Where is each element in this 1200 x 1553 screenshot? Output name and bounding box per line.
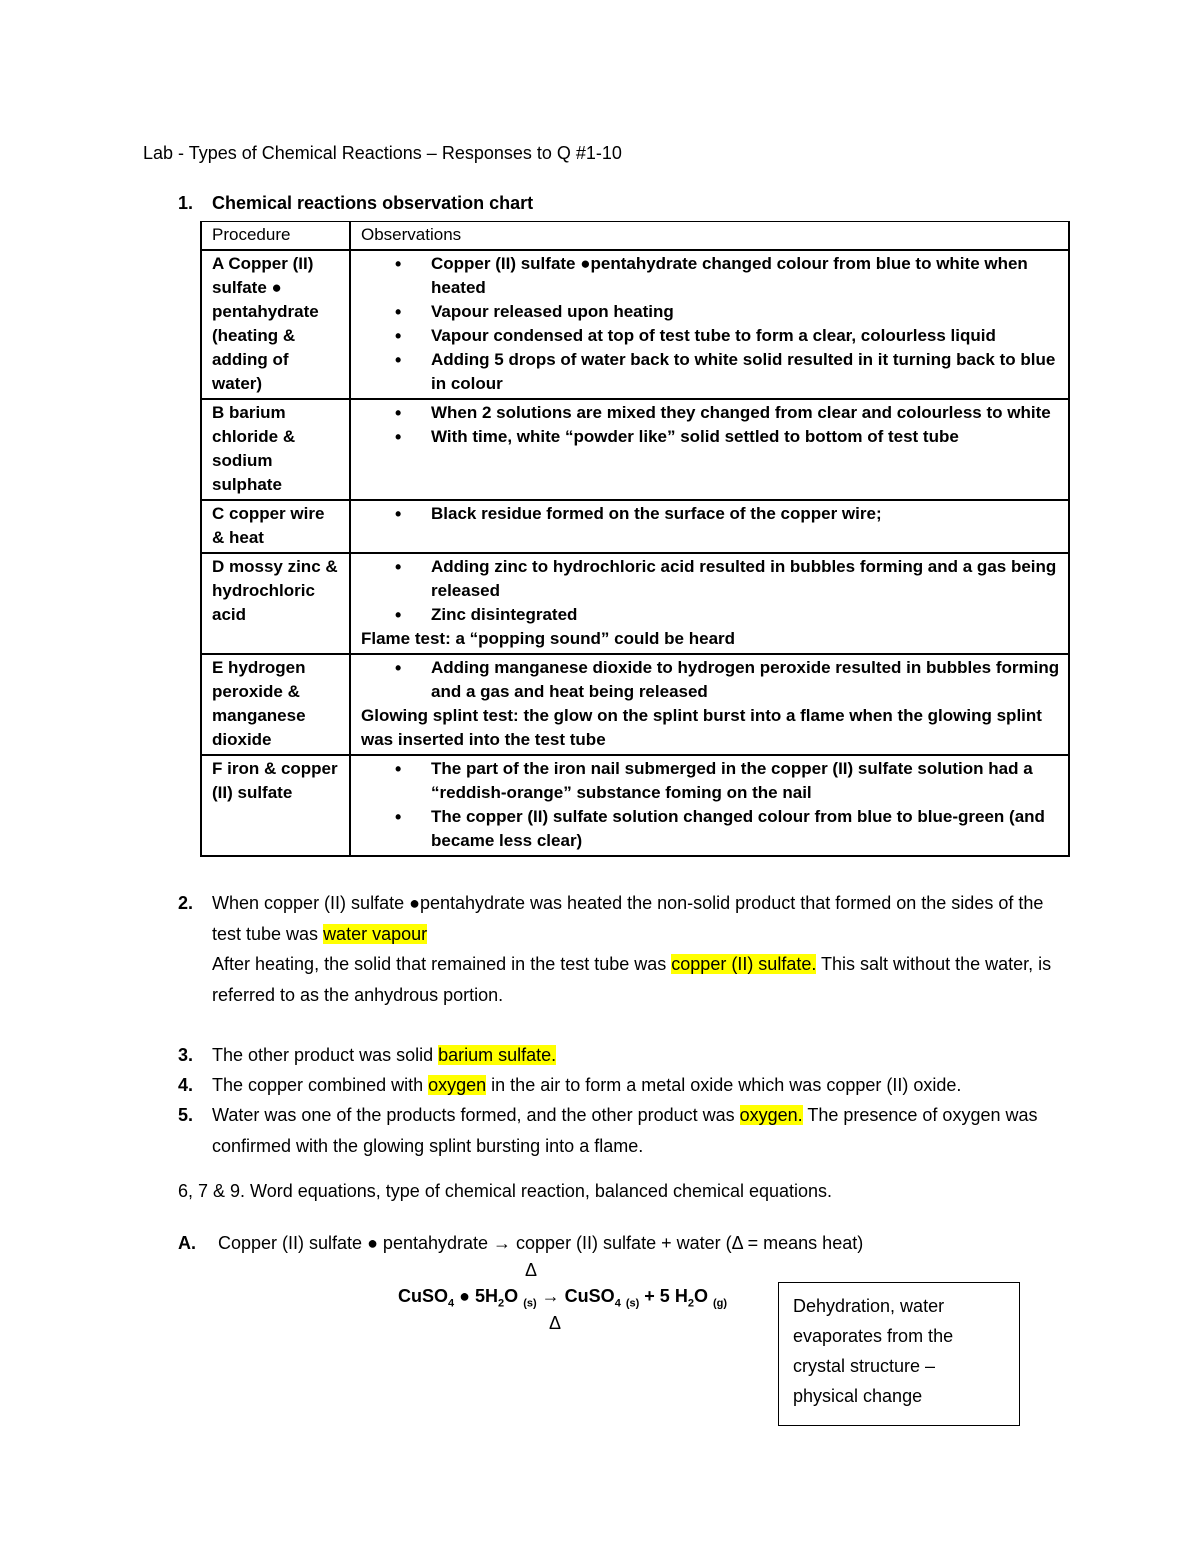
formula-part: ● 5H [454,1286,499,1306]
document-title: Lab - Types of Chemical Reactions – Responses to Q #1-10 [143,143,622,163]
header-observations: Observations [350,222,1069,251]
table-row [201,250,1069,399]
highlighted-answer: copper (II) sulfate. [671,954,817,974]
table-row [201,500,1069,553]
answer-text: After heating, the solid that remained in the test tube was [212,954,672,974]
answer-text: Water was one of the products formed, and the other product was [212,1105,740,1125]
list-item: • Adding manganese dioxide to hydrogen peroxide resulted in bubbles forming and a gas and heat being released [431,656,1060,704]
list-item: • Copper (II) sulfate ●pentahydrate changed colour from blue to white when heated [431,252,1060,300]
observations-cell [350,553,1069,654]
table-row [201,553,1069,654]
table-row [201,755,1069,856]
splint-test-note: Glowing splint test: the glow on the splint burst into a flame when the glowing splint was inserted into the test tube [361,706,1042,749]
question-1-heading [178,193,533,214]
list-item: • Vapour released upon heating [431,300,1060,324]
observation-list [361,401,1060,449]
balanced-chemical-equation [398,1286,727,1310]
question-number: 5. [178,1105,194,1125]
formula-part: O [504,1286,519,1306]
observation-table [200,221,1070,857]
observation-list [361,656,1060,704]
list-item: • Vapour condensed at top of test tube to form a clear, colourless liquid [431,324,1060,348]
answer-3 [178,1040,1072,1071]
answer-text: When copper (II) sulfate ●pentahydrate was heated the non-solid product that formed on the sides of the test tube was [212,893,1044,944]
word-equation-a [178,1233,863,1254]
highlighted-answer: water vapour [323,923,428,944]
question-number: 2. [178,893,194,913]
procedure-cell: A Copper (II) sulfate ● pentahydrate (heating & adding of water) [201,250,350,399]
observations-cell [350,654,1069,755]
header-procedure: Procedure [201,222,350,251]
word-equation: Copper (II) sulfate ● pentahydrate → copper (II) sulfate + water (Δ = means heat) [218,1233,864,1253]
answer-5 [178,1100,1072,1161]
table-row [201,399,1069,500]
list-item: • Black residue formed on the surface of the copper wire; [431,502,1060,526]
subscript: 4 [448,1297,455,1310]
subscript: 2 [687,1297,694,1310]
question-number: 1. [178,193,194,213]
state-label: (g) [712,1297,728,1310]
answer-paragraph [212,888,1072,949]
observation-list [361,502,1060,526]
answer-2 [178,888,1072,1010]
flame-test-note: Flame test: a “popping sound” could be heard [361,629,736,648]
subscript: 4 [614,1297,621,1310]
list-item: • The part of the iron nail submerged in the copper (II) sulfate solution had a “reddish-orange” substance foming on the nail [431,757,1060,805]
procedure-cell: D mossy zinc & hydrochloric acid [201,553,350,654]
heat-symbol: Δ [525,1260,538,1280]
question-number: 4. [178,1075,194,1095]
highlighted-answer: barium sulfate. [438,1045,557,1065]
observation-list [361,555,1060,627]
list-item: • The copper (II) sulfate solution changed colour from blue to blue-green (and became less clear) [431,805,1060,853]
procedure-cell: C copper wire & heat [201,500,350,553]
answer-text: in the air to form a metal oxide which was copper (II) oxide. [486,1075,962,1095]
list-item: • Adding zinc to hydrochloric acid resulted in bubbles forming and a gas being released [431,555,1060,603]
highlighted-answer: oxygen. [739,1105,803,1125]
state-label: (s) [625,1297,640,1310]
question-heading: Chemical reactions observation chart [212,193,534,213]
table-header-row [201,222,1069,251]
observations-cell [350,500,1069,553]
formula-part: CuSO [564,1286,615,1306]
highlighted-answer: oxygen [428,1075,487,1095]
list-item: • With time, white “powder like” solid settled to bottom of test tube [431,425,1060,449]
dehydration-note-box: Dehydration, water evaporates from the crystal structure – physical change [778,1282,1020,1426]
procedure-cell: B barium chloride & sodium sulphate [201,399,350,500]
state-label: (s) [523,1297,537,1310]
answer-4 [178,1070,1072,1101]
answer-text: This salt without the water, is referred to as the anhydrous portion. [212,954,1052,1005]
section-6-7-9-heading: 6, 7 & 9. Word equations, type of chemical reaction, balanced chemical equations. [178,1181,833,1201]
equation-label: A. [178,1233,196,1253]
observations-cell [350,250,1069,399]
question-number: 3. [178,1045,194,1065]
list-item: • When 2 solutions are mixed they changed from clear and colourless to white [431,401,1060,425]
observation-list [361,252,1060,396]
formula-part: + 5 H [644,1286,688,1306]
observations-cell [350,755,1069,856]
answer-text: The other product was solid [212,1045,439,1065]
answer-text: The copper combined with [212,1075,429,1095]
subscript: 2 [498,1297,505,1310]
answer-text: The presence of oxygen was confirmed with the glowing splint bursting into a flame. [212,1105,1038,1156]
procedure-cell: E hydrogen peroxide & manganese dioxide [201,654,350,755]
table-row [201,654,1069,755]
procedure-cell: F iron & copper (II) sulfate [201,755,350,856]
answer-paragraph [212,949,1072,1010]
heat-symbol: Δ [549,1313,562,1333]
reaction-arrow: → [541,1286,560,1306]
list-item: • Adding 5 drops of water back to white solid resulted in it turning back to blue in colour [431,348,1060,396]
formula-part: O [693,1286,708,1306]
formula-part: CuSO [398,1286,449,1306]
list-item: • Zinc disintegrated [431,603,1060,627]
observations-cell [350,399,1069,500]
observation-list [361,757,1060,853]
